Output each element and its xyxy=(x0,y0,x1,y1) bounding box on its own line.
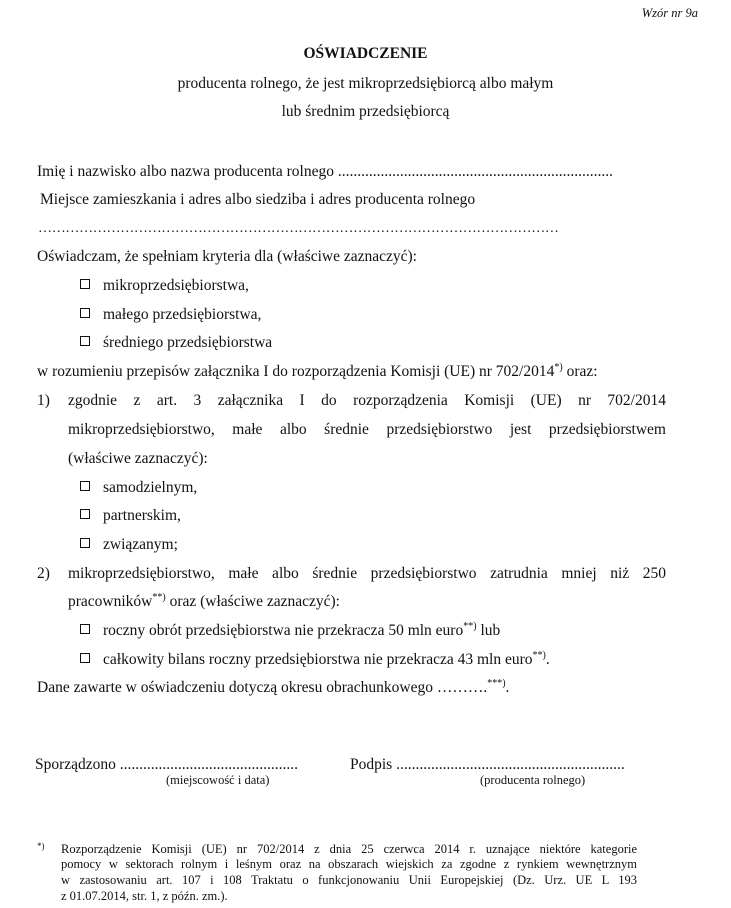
place-date-field xyxy=(35,755,298,774)
declaration-text: Oświadczam, że spełniam kryteria dla (właściwe zaznaczyć): xyxy=(37,248,417,265)
option-tail: . xyxy=(545,651,550,668)
accounting-period-text: Dane zawarte w oświadczeniu dotyczą okresu obrachunkowego ………. xyxy=(37,679,488,696)
signature-label: Podpis xyxy=(350,756,393,773)
checkbox[interactable] xyxy=(80,653,90,663)
place-date-label: Sporządzono xyxy=(35,756,116,773)
criteria-option-micro[interactable] xyxy=(80,276,249,295)
option-turnover[interactable] xyxy=(80,621,500,640)
document-subtitle-line1: producenta rolnego, że jest mikroprzedsiębiorcą albo małym xyxy=(177,75,554,92)
option-tail: lub xyxy=(476,622,501,639)
option-label: całkowity bilans roczny przedsiębiorstwa nie przekracza 43 mln euro xyxy=(103,651,533,668)
option-label: roczny obrót przedsiębiorstwa nie przekracza 50 mln euro xyxy=(103,622,464,639)
accounting-period xyxy=(37,678,509,697)
regulation-main: w rozumieniu przepisów załącznika I do rozporządzenia Komisji (UE) nr 702/2014 xyxy=(37,363,555,380)
criteria-option-medium[interactable] xyxy=(80,333,272,352)
point1-line1: zgodnie z art. 3 załącznika I do rozporządzenia Komisji (UE) nr 702/2014 xyxy=(68,392,666,409)
point2-line2-tail: oraz (właściwe zaznaczyć): xyxy=(165,593,340,610)
signature-field xyxy=(350,755,625,774)
criteria-option-label: średniego przedsiębiorstwa xyxy=(103,334,273,351)
address-label: Miejsce zamieszkania i adres albo siedziba i adres producenta rolnego xyxy=(40,191,476,208)
name-label: Imię i nazwisko albo nazwa producenta rolnego xyxy=(37,163,334,180)
point2-line1: mikroprzedsiębiorstwo, małe albo średnie przedsiębiorstwo zatrudnia mniej niż 250 xyxy=(68,565,666,582)
footnote-ref: **) xyxy=(463,621,477,632)
point1-number: 1) xyxy=(37,392,50,409)
place-date-hint: (miejscowość i data) xyxy=(166,773,270,787)
checkbox[interactable] xyxy=(80,336,90,346)
footnote-line4: z 01.07.2014, str. 1, z późn. zm.). xyxy=(61,889,228,903)
checkbox[interactable] xyxy=(80,509,90,519)
footnote-ref: **) xyxy=(532,650,546,661)
address-dots: …………………………………………………………………………………………………… xyxy=(38,221,559,236)
signature-hint: (producenta rolnego) xyxy=(480,773,586,787)
footnote-line1: Rozporządzenie Komisji (UE) nr 702/2014 z dnia 25 czerwca 2014 r. uznające niektóre kategorie xyxy=(61,842,637,856)
footnote-line2: pomocy w sektorach rolnym i leśnym oraz na obszarach wiejskich za zgodne z rynkiem wewnętrznym xyxy=(61,857,637,871)
signature-dots: ........................................................... xyxy=(396,756,625,773)
checkbox[interactable] xyxy=(80,308,90,318)
checkbox[interactable] xyxy=(80,481,90,491)
footnote-ref: *) xyxy=(554,362,563,373)
point2-line2-main: pracowników xyxy=(68,593,153,610)
document-subtitle-line2: lub średnim przedsiębiorcą xyxy=(281,103,450,120)
form-number: Wzór nr 9a xyxy=(641,6,698,20)
point2-number: 2) xyxy=(37,565,50,582)
footnote-ref: **) xyxy=(152,592,166,603)
checkbox[interactable] xyxy=(80,538,90,548)
document-title: OŚWIADCZENIE xyxy=(303,45,428,62)
criteria-option-small[interactable] xyxy=(80,305,261,324)
name-dots: ....................................................................... xyxy=(337,163,613,180)
option-linked[interactable] xyxy=(80,535,178,554)
criteria-option-label: małego przedsiębiorstwa, xyxy=(103,306,262,323)
option-independent[interactable] xyxy=(80,478,197,497)
regulation-tail: oraz: xyxy=(562,363,598,380)
point1-line3: (właściwe zaznaczyć): xyxy=(68,450,208,467)
regulation-text xyxy=(37,362,598,381)
name-field xyxy=(37,162,613,181)
option-label: samodzielnym, xyxy=(103,479,198,496)
option-balance[interactable] xyxy=(80,650,550,669)
accounting-period-tail: . xyxy=(505,679,510,696)
footnote-mark: *) xyxy=(37,841,45,851)
option-label: związanym; xyxy=(103,536,178,553)
checkbox[interactable] xyxy=(80,624,90,634)
checkbox[interactable] xyxy=(80,279,90,289)
point1-line2: mikroprzedsiębiorstwo, małe albo średnie przedsiębiorstwo jest przedsiębiorstwem xyxy=(68,421,666,438)
footnote-ref: ***) xyxy=(487,678,506,689)
option-label: partnerskim, xyxy=(103,507,181,524)
point2-line2 xyxy=(68,592,340,611)
place-date-dots: .............................................. xyxy=(119,756,299,773)
footnote-line3: w zastosowaniu art. 107 i 108 Traktatu o funkcjonowaniu Unii Europejskiej (Dz. Urz. UE L 193 xyxy=(61,873,637,887)
criteria-option-label: mikroprzedsiębiorstwa, xyxy=(103,277,249,294)
option-partner[interactable] xyxy=(80,506,181,525)
